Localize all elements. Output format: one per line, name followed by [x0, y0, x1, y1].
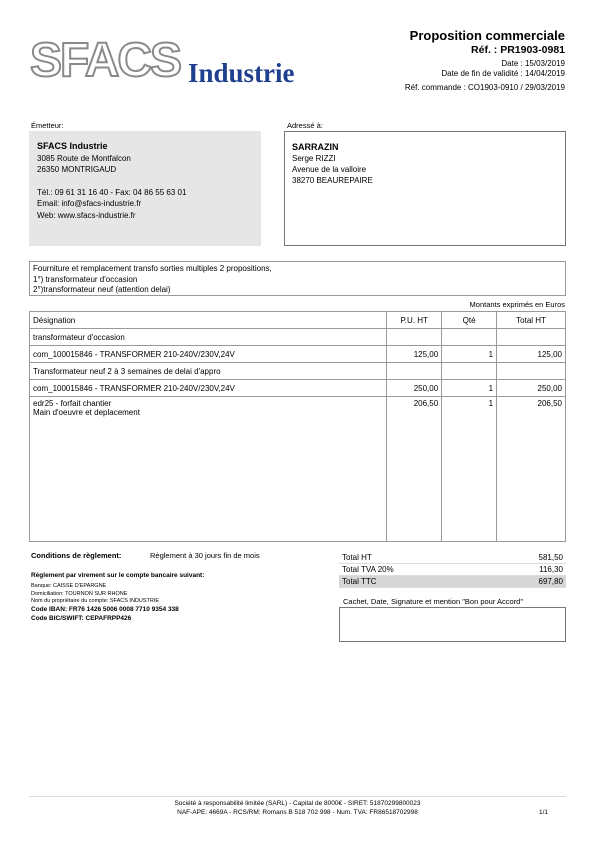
bank-name: Banque: CAISSE D'EPARGNE: [31, 583, 107, 589]
total-ttc-value: 697,80: [488, 576, 566, 588]
cell-quantity: 1: [442, 346, 497, 363]
designation-line: Main d'oeuvre et deplacement: [33, 408, 140, 417]
cell-unit-price: [387, 363, 442, 380]
cell-total: [497, 363, 566, 380]
cell-designation: Transformateur neuf 2 à 3 semaines de delai d'appro: [30, 363, 387, 380]
footer-divider: [29, 796, 566, 797]
bank-details: [31, 583, 159, 606]
cell-quantity: 1: [442, 380, 497, 397]
footer-legal-line2: NAF-APE: 4669A - RCS/RM: Romans B 518 702 998 - Num. TVA: FR86518702998: [177, 809, 418, 816]
signature-box: [339, 607, 566, 642]
table-row: [30, 346, 566, 363]
recipient-contact: Serge RIZZI: [292, 154, 336, 163]
items-table: [29, 311, 566, 542]
total-tva-value: 116,30: [488, 564, 566, 576]
cell-unit-price: [387, 329, 442, 346]
emitter-email: Email: info@sfacs-industrie.fr: [37, 199, 142, 208]
transfer-heading: Règlement par virement sur le compte bancaire suivant:: [31, 572, 205, 579]
cell-total: 206,50: [497, 397, 566, 542]
cell-total: 250,00: [497, 380, 566, 397]
total-ht-value: 581,50: [488, 552, 566, 564]
total-ttc-label: Total TTC: [339, 576, 488, 588]
validity-date: Date de fin de validité : 14/04/2019: [441, 69, 565, 78]
table-row: [30, 363, 566, 380]
emitter-address2: 26350 MONTRIGAUD: [37, 165, 117, 174]
emitter-label: Émetteur:: [31, 121, 64, 130]
document-title: Proposition commerciale: [409, 28, 565, 43]
proposal-description: [29, 261, 566, 296]
total-ht-label: Total HT: [339, 552, 488, 564]
total-ttc-row: [339, 576, 566, 588]
document-reference: Réf. : PR1903-0981: [471, 44, 565, 56]
recipient-address1: Avenue de la valloire: [292, 165, 367, 174]
document-date: Date : 15/03/2019: [501, 59, 565, 68]
signature-label: Cachet, Date, Signature et mention "Bon pour Accord": [343, 597, 524, 606]
emitter-web: Web: www.sfacs-industrie.fr: [37, 210, 136, 220]
header-unit-price: P.U. HT: [387, 312, 442, 329]
table-row: [30, 329, 566, 346]
designation-line: edr25 - forfait chantier: [33, 399, 112, 408]
cell-designation: transformateur d'occasion: [30, 329, 387, 346]
cell-total: 125,00: [497, 346, 566, 363]
recipient-box: [284, 131, 566, 246]
header-quantity: Qté: [442, 312, 497, 329]
company-logo: [30, 34, 320, 90]
total-tva-row: [339, 564, 566, 576]
bank-codes: [31, 606, 179, 623]
cell-designation: [30, 397, 387, 542]
payment-conditions-value: Règlement à 30 jours fin de mois: [150, 551, 260, 560]
bic-code: Code BIC/SWIFT: CEPAFRPP426: [31, 614, 132, 622]
description-line: 1°) transformateur d'occasion: [33, 274, 138, 284]
page-number: 1/1: [538, 809, 548, 816]
cell-quantity: [442, 329, 497, 346]
cell-unit-price: 125,00: [387, 346, 442, 363]
cell-quantity: [442, 363, 497, 380]
logo-mark: SFACS: [30, 34, 181, 87]
account-owner: Nom du propriétaire du compte: SFACS INDUSTRIE: [31, 598, 160, 604]
cell-designation: com_100015846 - TRANSFORMER 210-240V/230V,24V: [30, 346, 387, 363]
recipient-label: Adressé à:: [287, 121, 323, 130]
cell-unit-price: 250,00: [387, 380, 442, 397]
total-ht-row: [339, 552, 566, 564]
iban-code: Code IBAN: FR76 1426 5006 0008 7710 9354 338: [31, 606, 179, 613]
table-header-row: [30, 312, 566, 329]
total-tva-label: Total TVA 20%: [339, 564, 488, 576]
description-line: 2°)transformateur neuf (attention delai): [33, 285, 171, 294]
emitter-box: [29, 131, 261, 246]
header-total: Total HT: [497, 312, 566, 329]
logo-word: Industrie: [188, 58, 295, 88]
table-row: [30, 380, 566, 397]
currency-note: Montants exprimés en Euros: [469, 300, 565, 309]
cell-designation: com_100015846 - TRANSFORMER 210-240V/230V,24V: [30, 380, 387, 397]
payment-conditions-label: Conditions de règlement:: [31, 551, 122, 560]
recipient-name: SARRAZIN: [292, 142, 339, 152]
totals-table: [339, 552, 566, 588]
footer-legal-line1: Société à responsabilité limitée (SARL) - Capital de 8000€ - SIRET: 51870299800023: [174, 800, 421, 807]
cell-total: [497, 329, 566, 346]
emitter-phone: Tél.: 09 61 31 16 40 - Fax: 04 86 55 63 01: [37, 187, 187, 197]
cell-unit-price: 206,50: [387, 397, 442, 542]
description-line: Fourniture et remplacement transfo sorties multiples 2 propositions,: [33, 264, 272, 273]
recipient-address2: 38270 BEAUREPAIRE: [292, 176, 373, 185]
cell-quantity: 1: [442, 397, 497, 542]
emitter-name: SFACS Industrie: [37, 141, 108, 151]
header-designation: Désignation: [30, 312, 387, 329]
table-row: [30, 397, 566, 542]
emitter-address1: 3085 Route de Montfalcon: [37, 153, 131, 163]
bank-domiciliation: Domiciliation: TOURNON SUR RHONE: [31, 590, 128, 597]
order-reference: Réf. commande : CO1903-0910 / 29/03/2019: [404, 83, 565, 92]
